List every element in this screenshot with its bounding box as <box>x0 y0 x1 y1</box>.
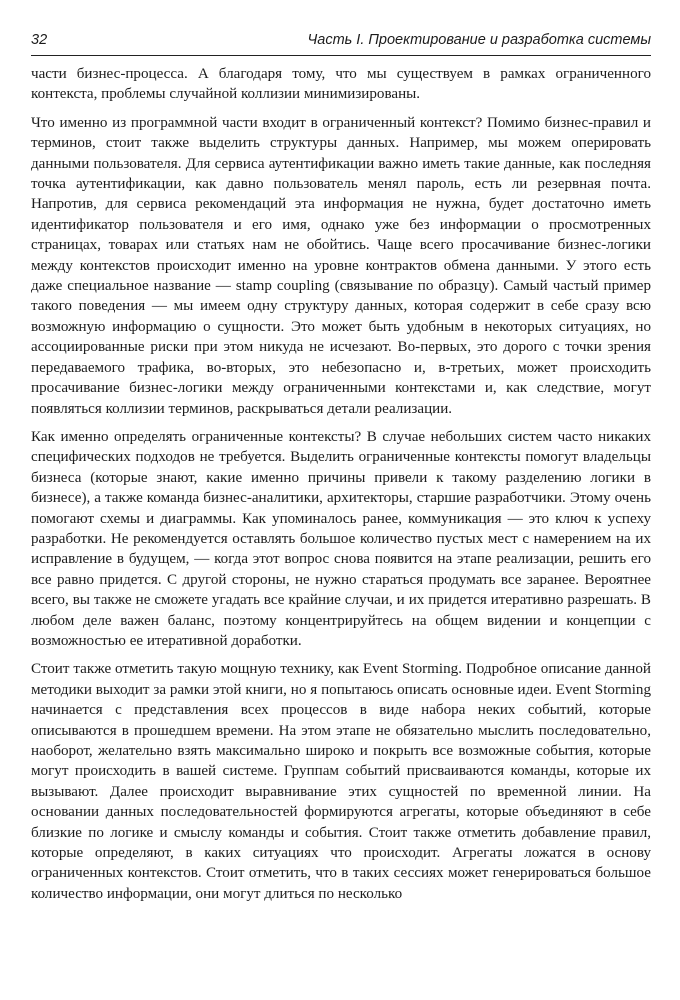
page-header <box>31 29 651 51</box>
paragraph: Как именно определять ограниченные контексты? В случае небольших систем часто никаких специфических подходов не требуется. Выделить ограниченные контексты помогут владельцы бизнеса (которые знают, какие именно причины привели к такому разделению логики в бизнесе), а также команда бизнес-аналитики, архитекторы, старшие разработчики. Этому очень помогают схемы и диаграммы. Как упоминалось ранее, коммуникация — это ключ к успеху разработки. Не рекомендуется оставлять большое количество пустых мест с намерением на их исправление в будущем, — когда этот вопрос снова появится на этапе реализации, решить его все равно придется. С другой стороны, не нужно стараться продумать все заранее. Вероятнее всего, вы также не сможете угадать все крайние случаи, и их придется итеративно разрешать. В любом деле важен баланс, поэтому концентрируйтесь на общем видении и концепции с возможностью ее итеративной доработки. <box>31 428 651 649</box>
running-title: Часть I. Проектирование и разработка системы <box>307 32 651 48</box>
body-text <box>31 64 651 904</box>
paragraph: Стоит также отметить такую мощную технику, как Event Storming. Подробное описание данной методики выходит за рамки этой книги, но я попытаюсь описать основные идеи. Event Storming начинается с представления всех процессов в виде набора неких событий, которые описываются в прошедшем времени. На этом этапе не обязательно мыслить последовательно, наоборот, желательно взять максимально широко и покрыть все возможные события, которые могут происходить в вашей системе. Группам событий присваиваются команды, которые их вызывают. Далее происходит выравнивание этих сущностей по временной линии. На основании данных последовательностей формируются агрегаты, которые объединяют в себе близкие по логике и смыслу команды и события. Стоит также отметить добавление правил, которые определяют, в каких ситуациях что происходит. Агрегаты ложатся в основу ограниченных контекстов. Стоит отметить, что в таких сессиях может генерироваться большое количество информации, они могут длиться по несколько <box>31 661 651 902</box>
paragraph: части бизнес-процесса. А благодаря тому, что мы существуем в рамках ограниченного контекста, проблемы случайной коллизии минимизированы. <box>31 66 651 103</box>
header-rule <box>31 55 651 56</box>
paragraph: Что именно из программной части входит в ограниченный контекст? Помимо бизнес-правил и терминов, стоит также выделить структуры данных. Например, мы можем оперировать данными пользователя. Для сервиса аутентификации важно иметь такие данные, как последняя точка аутентификации, как давно пользователь менял пароль, есть ли резервная почта. Напротив, для сервиса рекомендаций эта информация не нужна, будет достаточно иметь идентификатор пользователя и его имя, однако уже без информации о просмотренных страницах, товарах или статьях нам не обойтись. Чаще всего просачивание бизнес-логики между контекстов происходит именно на уровне контрактов обмена данными. У этого есть даже специальное название — stamp coupling (связывание по образцу). Самый частый пример такого поведения — мы имеем одну структуру данных, которая содержит в себе сразу всю возможную информацию о сущности. Это может быть удобным в некоторых ситуациях, но ассоциированные риски при этом никуда не исчезают. Во-первых, это дорого с точки зрения передаваемого трафика, во-вторых, это небезопасно и, в-третьих, может происходить просачивание бизнес-логики между ограниченными контекстами и, как следствие, могут появляться коллизии терминов, раскрываться детали реализации. <box>31 114 651 417</box>
page-number: 32 <box>31 32 48 48</box>
